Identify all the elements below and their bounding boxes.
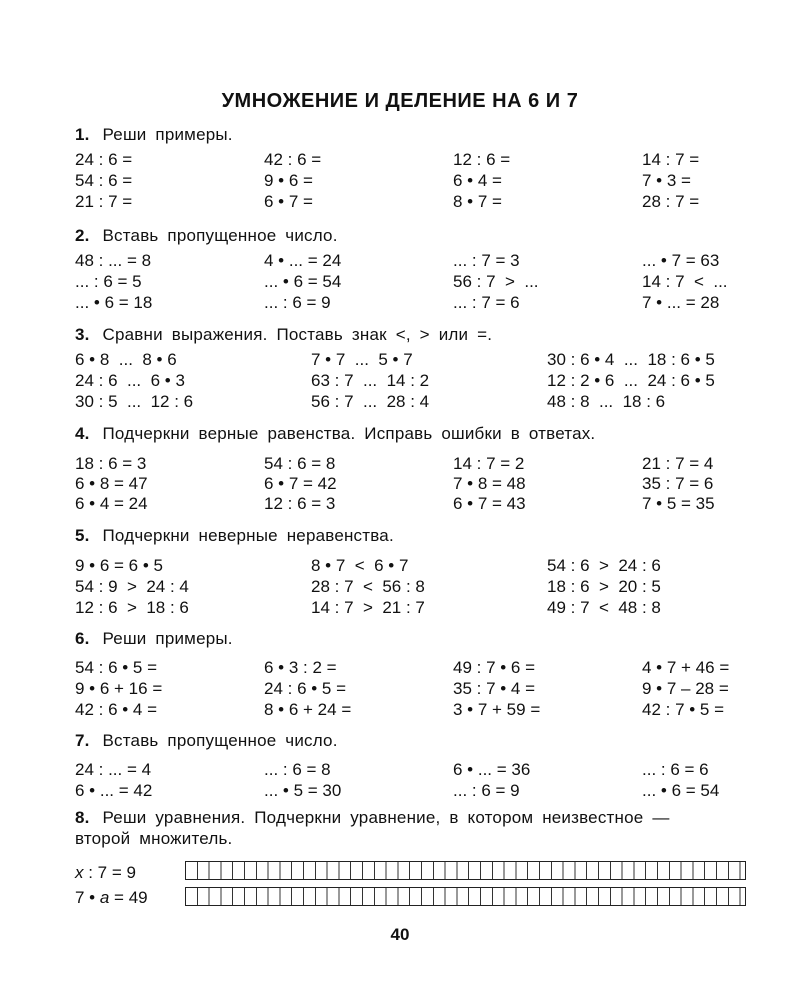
- task-1-row: [0, 192, 800, 214]
- comparison: 6 • 8 ... 8 • 6: [75, 350, 177, 369]
- example: 35 : 7 • 4 =: [453, 679, 536, 698]
- example: ... : 7 = 3: [453, 251, 520, 270]
- task-6-row: [0, 700, 800, 722]
- task-text: Вставь пропущенное число.: [102, 731, 338, 750]
- task-8-instruction-cont: второй множитель.: [75, 829, 233, 848]
- equation-variable: a: [99, 888, 110, 907]
- inequality: 28 : 7 < 56 : 8: [311, 577, 425, 596]
- task-5-row: [0, 598, 800, 620]
- example: 24 : 6 • 5 =: [264, 679, 347, 698]
- task-7-row: [0, 760, 800, 782]
- example: ... : 7 = 6: [453, 293, 520, 312]
- example: 4 • 7 + 46 =: [642, 658, 730, 677]
- equation-1: [75, 863, 136, 883]
- comparison: 7 • 7 ... 5 • 7: [311, 350, 413, 369]
- example: 4 • ... = 24: [264, 251, 342, 270]
- task-text: Вставь пропущенное число.: [102, 226, 338, 245]
- inequality: 18 : 6 > 20 : 5: [547, 577, 661, 596]
- example: 12 : 6 =: [453, 150, 511, 169]
- answer-grid-2[interactable]: [185, 887, 746, 906]
- example: 8 • 6 + 24 =: [264, 700, 352, 719]
- equality: 6 • 8 = 47: [75, 474, 148, 493]
- task-number: 1.: [75, 125, 90, 144]
- example: 6 • ... = 36: [453, 760, 531, 779]
- task-3-row: [0, 371, 800, 393]
- task-number: 4.: [75, 424, 90, 443]
- task-5-instruction: [75, 526, 394, 546]
- example: 49 : 7 • 6 =: [453, 658, 536, 677]
- task-number: 6.: [75, 629, 90, 648]
- comparison: 48 : 8 ... 18 : 6: [547, 392, 666, 411]
- example: ... • 6 = 54: [264, 272, 342, 291]
- task-2-instruction: [75, 226, 338, 246]
- example: ... : 6 = 8: [264, 760, 331, 779]
- equality: 7 • 8 = 48: [453, 474, 526, 493]
- example: 9 • 6 + 16 =: [75, 679, 163, 698]
- example: 3 • 7 + 59 =: [453, 700, 541, 719]
- equation-2: [75, 888, 148, 908]
- example: ... : 6 = 5: [75, 272, 142, 291]
- task-text: Подчеркни верные равенства. Исправь ошибки в ответах.: [102, 424, 596, 443]
- equality: 6 • 4 = 24: [75, 494, 148, 513]
- example: 42 : 6 =: [264, 150, 322, 169]
- task-3-row: [0, 392, 800, 414]
- task-text: Реши примеры.: [102, 629, 233, 648]
- example: ... : 6 = 9: [264, 293, 331, 312]
- example: ... • 6 = 54: [642, 781, 720, 800]
- task-6-row: [0, 658, 800, 680]
- example: 6 • 4 =: [453, 171, 502, 190]
- task-1-row: [0, 171, 800, 193]
- inequality: 9 • 6 = 6 • 5: [75, 556, 163, 575]
- example: 21 : 7 =: [75, 192, 133, 211]
- task-3-row: [0, 350, 800, 372]
- example: 54 : 6 • 5 =: [75, 658, 158, 677]
- task-4-instruction: [75, 424, 595, 444]
- example: ... : 6 = 9: [453, 781, 520, 800]
- task-text: Реши уравнения. Подчеркни уравнение, в котором неизвестное —: [102, 808, 670, 827]
- example: 42 : 7 • 5 =: [642, 700, 725, 719]
- task-2-row: [0, 272, 800, 294]
- example: 6 • 7 =: [264, 192, 313, 211]
- task-1-row: [0, 150, 800, 172]
- page-title: УМНОЖЕНИЕ И ДЕЛЕНИЕ НА 6 И 7: [221, 90, 579, 112]
- equality: 12 : 6 = 3: [264, 494, 336, 513]
- comparison: 30 : 6 • 4 ... 18 : 6 • 5: [547, 350, 715, 369]
- inequality: 14 : 7 > 21 : 7: [311, 598, 425, 617]
- equality: 7 • 5 = 35: [642, 494, 715, 513]
- comparison: 12 : 2 • 6 ... 24 : 6 • 5: [547, 371, 715, 390]
- equality: 35 : 7 = 6: [642, 474, 714, 493]
- inequality: 12 : 6 > 18 : 6: [75, 598, 189, 617]
- equality: 21 : 7 = 4: [642, 454, 714, 473]
- example: ... • 5 = 30: [264, 781, 342, 800]
- task-4-row: [0, 474, 800, 496]
- task-text: Сравни выражения. Поставь знак <, > или =.: [102, 325, 493, 344]
- equality: 6 • 7 = 43: [453, 494, 526, 513]
- task-5-row: [0, 556, 800, 578]
- task-2-row: [0, 293, 800, 315]
- task-4-row: [0, 494, 800, 516]
- task-number: 3.: [75, 325, 90, 344]
- example: 7 • ... = 28: [642, 293, 720, 312]
- inequality: 54 : 9 > 24 : 4: [75, 577, 189, 596]
- task-6-instruction: [75, 629, 233, 649]
- example: 54 : 6 =: [75, 171, 133, 190]
- task-number: 5.: [75, 526, 90, 545]
- example: 48 : ... = 8: [75, 251, 152, 270]
- example: 9 • 6 =: [264, 171, 313, 190]
- example: 6 • ... = 42: [75, 781, 153, 800]
- inequality: 49 : 7 < 48 : 8: [547, 598, 661, 617]
- comparison: 63 : 7 ... 14 : 2: [311, 371, 430, 390]
- page-number: 40: [390, 925, 410, 944]
- task-7-instruction: [75, 731, 338, 751]
- equation-part: = 49: [109, 888, 148, 907]
- task-text: Подчеркни неверные неравенства.: [102, 526, 394, 545]
- example: 28 : 7 =: [642, 192, 700, 211]
- task-8-instruction: [75, 808, 670, 828]
- comparison: 30 : 5 ... 12 : 6: [75, 392, 194, 411]
- example: 56 : 7 > ...: [453, 272, 539, 291]
- comparison: 24 : 6 ... 6 • 3: [75, 371, 185, 390]
- task-5-row: [0, 577, 800, 599]
- example: 14 : 7 =: [642, 150, 700, 169]
- task-6-row: [0, 679, 800, 701]
- task-3-instruction: [75, 325, 492, 345]
- comparison: 56 : 7 ... 28 : 4: [311, 392, 430, 411]
- example: 24 : ... = 4: [75, 760, 152, 779]
- task-1-instruction: [75, 125, 233, 145]
- task-number: 2.: [75, 226, 90, 245]
- task-number: 7.: [75, 731, 90, 750]
- equation-variable: x: [75, 863, 84, 882]
- equality: 18 : 6 = 3: [75, 454, 147, 473]
- example: ... : 6 = 6: [642, 760, 709, 779]
- example: ... • 6 = 18: [75, 293, 153, 312]
- inequality: 54 : 6 > 24 : 6: [547, 556, 661, 575]
- equation-part: : 7 = 9: [83, 863, 136, 882]
- inequality: 8 • 7 < 6 • 7: [311, 556, 409, 575]
- task-7-row: [0, 781, 800, 803]
- task-2-row: [0, 251, 800, 273]
- example: 6 • 3 : 2 =: [264, 658, 337, 677]
- equality: 14 : 7 = 2: [453, 454, 525, 473]
- example: 8 • 7 =: [453, 192, 502, 211]
- example: ... • 7 = 63: [642, 251, 720, 270]
- example: 9 • 7 – 28 =: [642, 679, 729, 698]
- task-number: 8.: [75, 808, 90, 827]
- example: 7 • 3 =: [642, 171, 691, 190]
- task-4-row: [0, 454, 800, 476]
- equation-part: 7 •: [75, 888, 100, 907]
- answer-grid-1[interactable]: [185, 861, 746, 880]
- example: 42 : 6 • 4 =: [75, 700, 158, 719]
- example: 24 : 6 =: [75, 150, 133, 169]
- example: 14 : 7 < ...: [642, 272, 728, 291]
- equality: 54 : 6 = 8: [264, 454, 336, 473]
- equality: 6 • 7 = 42: [264, 474, 337, 493]
- task-text: Реши примеры.: [102, 125, 233, 144]
